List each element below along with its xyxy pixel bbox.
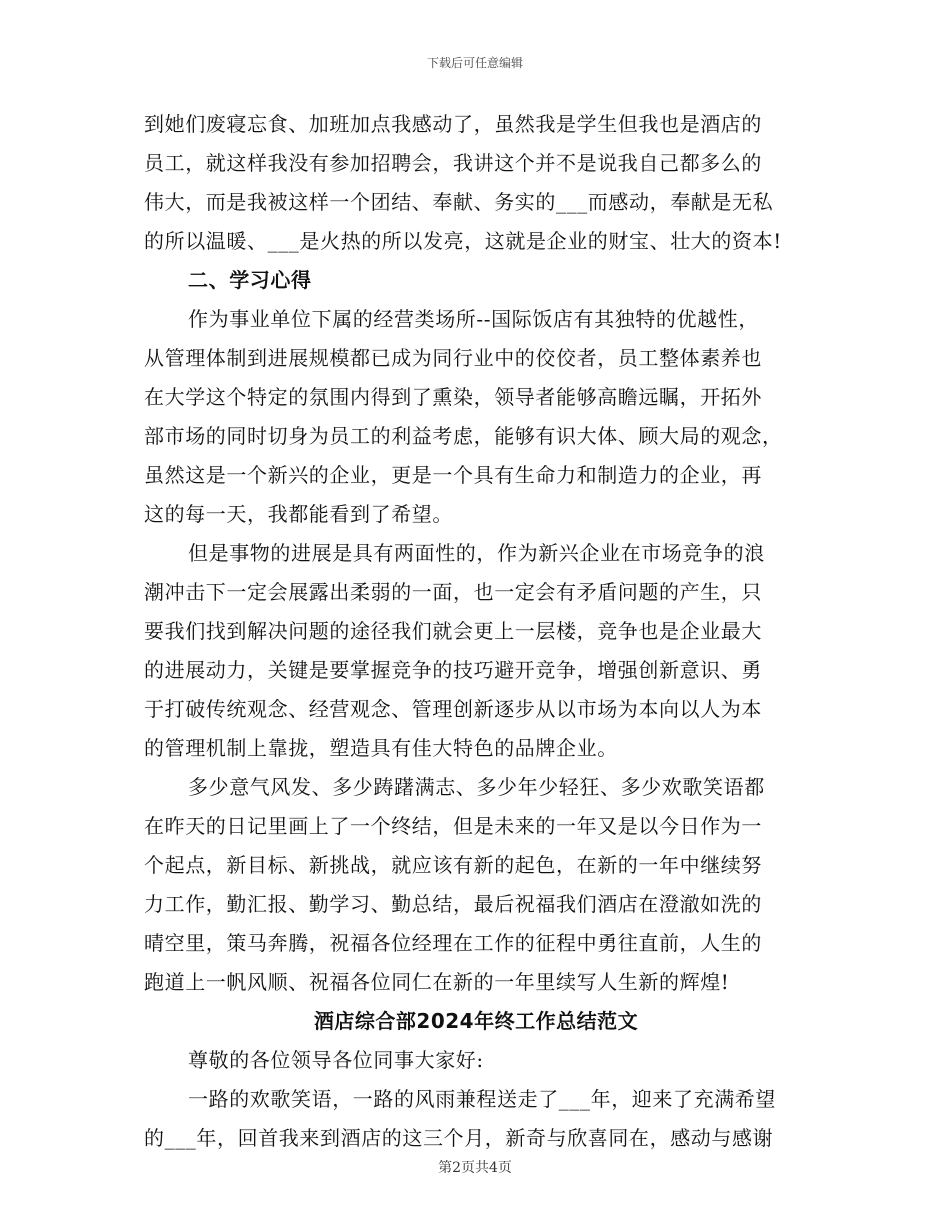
paragraph-line: 的管理机制上靠拢，塑造具有佳大特色的品牌企业。: [144, 736, 618, 760]
paragraph-line: 这的每一天，我都能看到了希望。: [144, 502, 453, 526]
paragraph-line: 一路的欢歌笑语，一路的风雨兼程送走了___年，迎来了充满希望: [188, 1087, 776, 1111]
paragraph-line: 要我们找到解决问题的途径我们就会更上一层楼，竞争也是企业最大: [144, 619, 762, 643]
page-footer: 第2页共4页: [438, 1160, 512, 1176]
paragraph-line: 部市场的同时切身为员工的利益考虑，能够有识大体、顾大局的观念，: [144, 424, 783, 448]
paragraph-line: 晴空里，策马奔腾，祝福各位经理在工作的征程中勇往直前，人生的: [144, 931, 762, 955]
paragraph-line: 员工，就这样我没有参加招聘会，我讲这个并不是说我自己都多么的: [144, 151, 762, 175]
paragraph-line: 于打破传统观念、经营观念、管理创新逐步从以市场为本向以人为本: [144, 697, 762, 721]
paragraph-line: 在昨天的日记里画上了一个终结，但是未来的一年又是以今日作为一: [144, 814, 762, 838]
paragraph-line: 从管理体制到进展规模都已成为同行业中的佼佼者，员工整体素养也: [144, 346, 762, 370]
paragraph-line: 在大学这个特定的氛围内得到了熏染，领导者能够高瞻远瞩，开拓外: [144, 385, 762, 409]
paragraph-line: 的所以温暖、___是火热的所以发亮，这就是企业的财宝、壮大的资本!: [144, 229, 782, 253]
salutation: 尊敬的各位领导各位同事大家好:: [188, 1048, 484, 1072]
paragraph-line: 伟大，而是我被这样一个团结、奉献、务实的___而感动，奉献是无私: [144, 190, 774, 214]
paragraph-line: 的___年，回首我来到酒店的这三个月，新奇与欣喜同在，感动与感谢: [144, 1126, 774, 1150]
paragraph-line: 个起点，新目标、新挑战，就应该有新的起色，在新的一年中继续努: [144, 853, 762, 877]
paragraph-line: 虽然这是一个新兴的企业，更是一个具有生命力和制造力的企业，再: [144, 463, 762, 487]
document-title: 酒店综合部2024年终工作总结范文: [313, 1009, 639, 1033]
page-header: 下载后可任意编辑: [426, 56, 523, 70]
document-body: [144, 105, 808, 1158]
paragraph-line: 作为事业单位下属的经营类场所--国际饭店有其独特的优越性，: [188, 307, 759, 331]
paragraph-line: 多少意气风发、多少踌躇满志、多少年少轻狂、多少欢歌笑语都: [188, 775, 765, 799]
paragraph-line: 但是事物的进展是具有两面性的，作为新兴企业在市场竞争的浪: [188, 541, 765, 565]
section-heading: 二、学习心得: [188, 268, 312, 292]
paragraph-line: 力工作，勤汇报、勤学习、勤总结，最后祝福我们酒店在澄澈如洗的: [144, 892, 762, 916]
paragraph-line: 潮冲击下一定会展露出柔弱的一面，也一定会有矛盾问题的产生，只: [144, 580, 762, 604]
paragraph-line: 到她们废寝忘食、加班加点我感动了，虽然我是学生但我也是酒店的: [144, 112, 762, 136]
paragraph-line: 跑道上一帆风顺、祝福各位同仁在新的一年里续写人生新的辉煌!: [144, 970, 730, 994]
paragraph-line: 的进展动力，关键是要掌握竞争的技巧避开竞争，增强创新意识、勇: [144, 658, 762, 682]
